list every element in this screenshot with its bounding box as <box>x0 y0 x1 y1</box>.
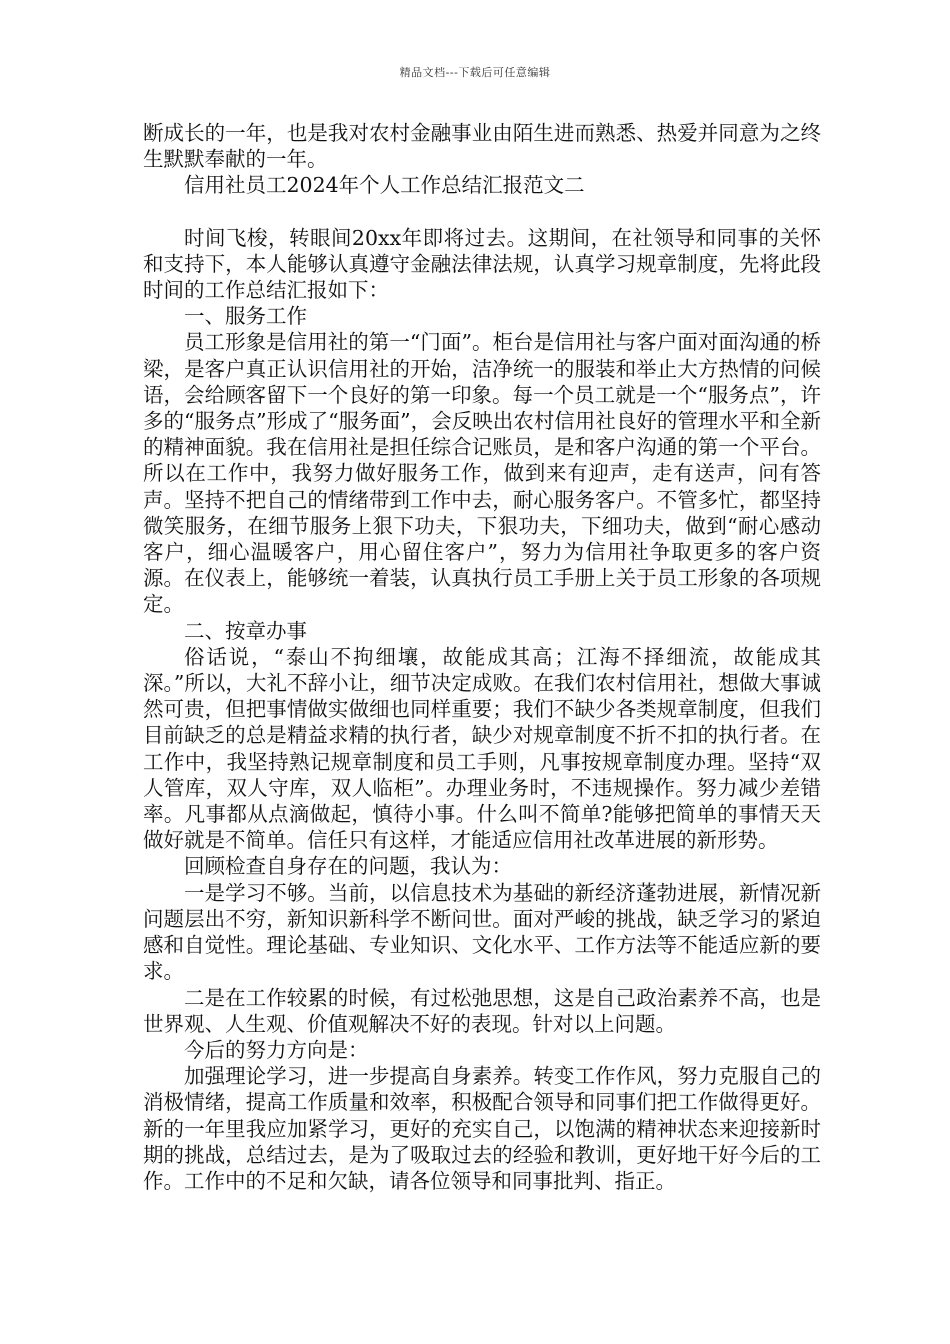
document-body <box>143 120 821 1194</box>
paragraph-rules: 俗话说，“泰山不拘细壤，故能成其高；江海不择细流，故能成其深。”所以，大礼不辞小让，细节决定成败。在我们农村信用社，想做大事诚然可贵，但把事情做实做细也同样重要；我们不缺少各类规章制度，但我们目前缺乏的总是精益求精的执行者，缺少对规章制度不折不扣的执行者。在工作中，我坚持熟记规章制度和员工手则，凡事按规章制度办理。坚持“双人管库，双人守库，双人临柜”。办理业务时，不违规操作。努力减少差错率。凡事都从点滴做起，慎待小事。什么叫不简单?能够把简单的事情天天做好就是不简单。信任只有这样，才能适应信用社改革进展的新形势。 <box>143 644 821 853</box>
paragraph-problems-intro: 回顾检查自身存在的问题，我认为： <box>184 854 512 879</box>
blank-line <box>143 199 821 225</box>
paragraph-problem-one: 一是学习不够。当前，以信息技术为基础的新经济蓬勃进展，新情况新问题层出不穷，新知识新科学不断问世。面对严峻的挑战，缺乏学习的紧迫感和自觉性。理论基础、专业知识、文化水平、工作方法等不能适应新的要求。 <box>143 880 821 984</box>
page-header: 精品文档---下载后可任意编辑 <box>399 66 551 79</box>
section-heading-rules: 二、按章办事 <box>184 618 307 643</box>
document-title: 信用社员工2024年个人工作总结汇报范文二 <box>184 173 585 198</box>
paragraph-problem-two: 二是在工作较累的时候，有过松弛思想，这是自己政治素养不高，也是世界观、人生观、价值观解决不好的表现。针对以上问题。 <box>143 985 821 1036</box>
paragraph-service: 员工形象是信用社的第一“门面”。柜台是信用社与客户面对面沟通的桥梁，是客户真正认识信用社的开始，洁净统一的服装和举止大方热情的问候语，会给顾客留下一个良好的第一印象。每一个员工就是一个“服务点”，许多的“服务点”形成了“服务面”，会反映出农村信用社良好的管理水平和全新的精神面貌。我在信用社是担任综合记账员，是和客户沟通的第一个平台。所以在工作中，我努力做好服务工作，做到来有迎声，走有送声，问有答声。坚持不把自己的情绪带到工作中去，耐心服务客户。不管多忙，都坚持微笑服务，在细节服务上狠下功夫，下狠功夫，下细功夫，做到“耐心感动客户，细心温暖客户，用心留住客户”，努力为信用社争取更多的客户资源。在仪表上，能够统一着装，认真执行员工手册上关于员工形象的各项规定。 <box>143 330 821 617</box>
section-heading-service: 一、服务工作 <box>184 304 307 329</box>
paragraph-continuation: 断成长的一年，也是我对农村金融事业由陌生进而熟悉、热爱并同意为之终生默默奉献的一年。 <box>143 121 821 172</box>
paragraph-direction-intro: 今后的努力方向是： <box>184 1037 369 1062</box>
paragraph-direction: 加强理论学习，进一步提高自身素养。转变工作作风，努力克服自己的消极情绪，提高工作质量和效率，积极配合领导和同事们把工作做得更好。新的一年里我应加紧学习，更好的充实自己，以饱满的精神状态来迎接新时期的挑战，总结过去，是为了吸取过去的经验和教训，更好地干好今后的工作。工作中的不足和欠缺，请各位领导和同事批判、指正。 <box>143 1064 821 1193</box>
paragraph-intro: 时间飞梭，转眼间20xx年即将过去。这期间，在社领导和同事的关怀和支持下，本人能够认真遵守金融法律法规，认真学习规章制度，先将此段时间的工作总结汇报如下： <box>143 225 821 303</box>
